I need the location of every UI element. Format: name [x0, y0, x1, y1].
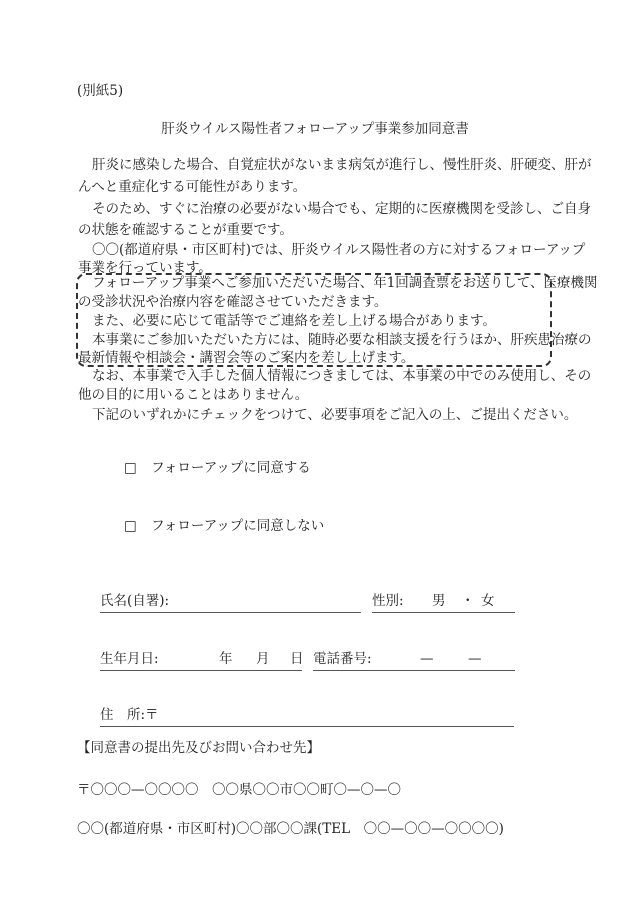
option-label: フォローアップに同意する — [151, 460, 311, 476]
text-line: 最新情報や相談会・講習会等のご案内を差し上げます。 — [78, 350, 415, 366]
gender-female[interactable]: 女 — [481, 593, 495, 609]
contact-department: 〇〇(都道府県・市区町村)〇〇部〇〇課(TEL 〇〇—〇〇—〇〇〇〇) — [77, 821, 504, 837]
separator-dot: ・ — [461, 593, 475, 609]
phone-dash: — — [420, 651, 434, 667]
phone-label: 電話番号: — [313, 651, 372, 667]
text-line: の受診状況や治療内容を確認させていただきます。 — [78, 294, 388, 310]
contact-address: 〒〇〇〇—〇〇〇〇 〇〇県〇〇市〇〇町〇—〇—〇 — [77, 782, 401, 798]
day-label: 日 — [290, 651, 304, 667]
text-line: 〇〇(都道府県・市区町村)では、肝炎ウイルス陽性者の方に対するフォローアップ — [92, 242, 586, 258]
text-line: そのため、すぐに治療の必要がない場合でも、定期的に医療機関を受診し、ご自身 — [92, 201, 591, 217]
text-line: 肝炎に感染した場合、自覚症状がないまま病気が進行し、慢性肝炎、肝硬変、肝が — [92, 157, 592, 173]
address-field[interactable] — [100, 706, 514, 727]
checkbox[interactable]: □ — [124, 518, 137, 534]
name-label: 氏名(自署): — [100, 593, 170, 609]
gender-label: 性別: — [372, 593, 404, 609]
text-line: の状態を確認することが重要です。 — [78, 222, 293, 238]
text-line: フォローアップ事業へご参加いただいた場合、年1回調査票をお送りして、医療機関 — [92, 275, 598, 291]
attachment-label: (別紙5) — [77, 83, 124, 99]
text-line: また、必要に応じて電話等でご連絡を差し上げる場合があります。 — [92, 313, 496, 329]
phone-dash: — — [468, 651, 482, 667]
text-line: 下記のいずれかにチェックをつけて、必要事項をご記入の上、ご提出ください。 — [92, 407, 578, 423]
option-agree[interactable] — [124, 459, 311, 477]
year-label: 年 — [219, 651, 233, 667]
name-field[interactable] — [100, 592, 361, 613]
gender-male[interactable]: 男 — [432, 593, 446, 609]
text-line: 事業を行っています。 — [78, 260, 212, 276]
text-line: 他の目的に用いることはありません。 — [78, 387, 309, 403]
option-label: フォローアップに同意しない — [151, 518, 325, 534]
phone-field[interactable] — [313, 650, 515, 671]
text-line: んへと重症化する可能性があります。 — [78, 179, 307, 195]
month-label: 月 — [256, 651, 270, 667]
document-title: 肝炎ウイルス陽性者フォローアップ事業参加同意書 — [161, 121, 469, 137]
text-line: 本事業にご参加いただいた方には、随時必要な相談支援を行うほか、肝疾患治療の — [92, 332, 592, 348]
option-disagree[interactable] — [124, 517, 324, 535]
birthdate-field[interactable] — [100, 650, 302, 671]
birthdate-label: 生年月日: — [100, 651, 159, 667]
gender-field[interactable] — [372, 592, 515, 613]
checkbox[interactable]: □ — [124, 460, 137, 476]
contact-heading: 【同意書の提出先及びお問い合わせ先】 — [77, 740, 320, 756]
address-label: 住 所:〒 — [100, 707, 159, 723]
text-line: なお、本事業で入手した個人情報につきましては、本事業の中でのみ使用し、その — [92, 368, 592, 384]
